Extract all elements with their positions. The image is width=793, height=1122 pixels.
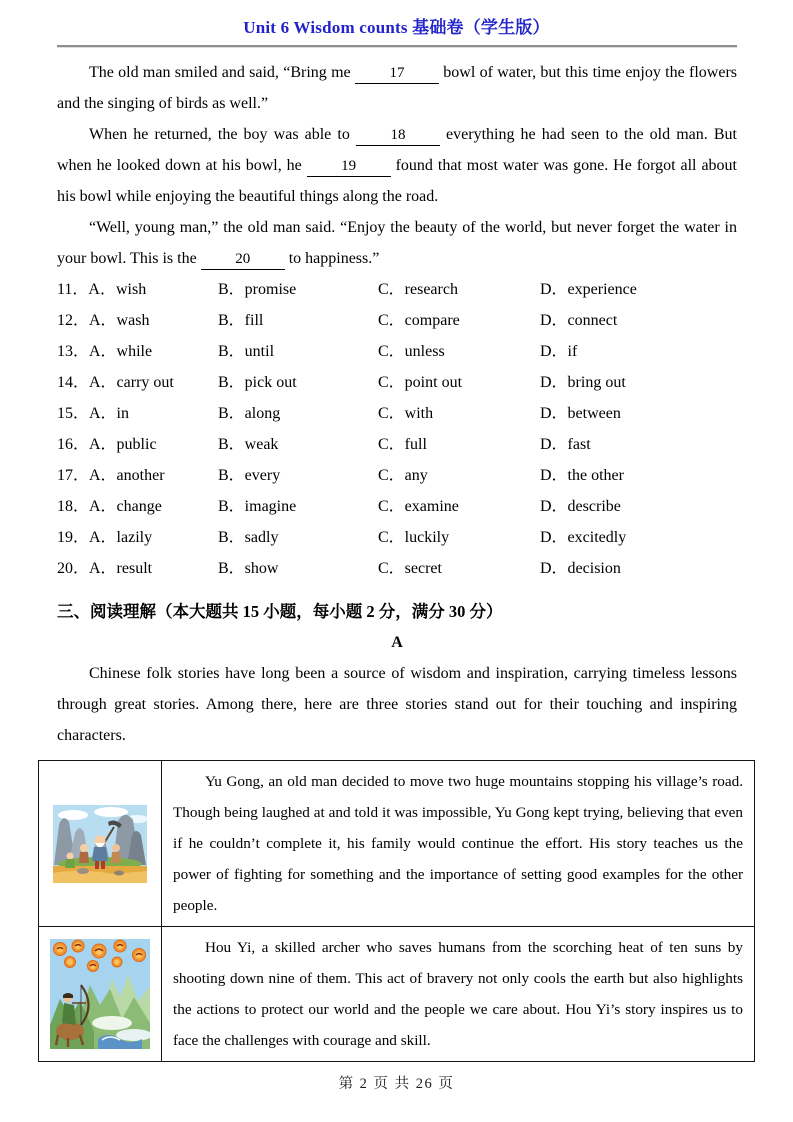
question-20-option-B: B．show xyxy=(218,560,279,577)
question-20-option-D: D．decision xyxy=(540,560,621,577)
question-20-option-C: C．secret xyxy=(378,560,442,577)
question-18-option-D: D．describe xyxy=(540,498,621,515)
question-16-option-B: B．weak xyxy=(218,436,279,453)
story-image-cell xyxy=(39,761,162,927)
cloze-blank-20: 20 xyxy=(201,251,285,270)
page-body xyxy=(57,57,743,1062)
question-12-option-C: C．compare xyxy=(378,312,460,329)
question-19-option-B: B．sadly xyxy=(218,529,279,546)
question-13-option-A: 13．A．while xyxy=(57,343,153,360)
reading-section-heading: 三、阅读理解（本大题共 15 小题，每小题 2 分，满分 30 分） xyxy=(57,602,503,621)
question-13-option-D: D．if xyxy=(540,343,578,360)
question-row-15 xyxy=(57,398,737,429)
question-11-option-B: B．promise xyxy=(218,281,297,298)
question-row-14 xyxy=(57,367,737,398)
reading-intro: Chinese folk stories have long been a source of wisdom and inspiration, carrying timeless lessons through great stories. Among there, here are three stories stand out for their touching and inspiring characters. xyxy=(57,665,737,744)
cloze-paragraph: “Well, young man,” the old man said. “Enjoy the beauty of the world, but never forget the water in your bowl. This is the 20 to happiness.” xyxy=(57,212,737,274)
cloze-blank-17: 17 xyxy=(355,65,439,84)
question-17-option-A: 17．A．another xyxy=(57,467,165,484)
question-11-option-A: 11．A．wish xyxy=(57,281,147,298)
question-17-option-C: C．any xyxy=(378,467,428,484)
question-16-option-D: D．fast xyxy=(540,436,591,453)
question-15-option-D: D．between xyxy=(540,405,621,422)
question-14-option-C: C．point out xyxy=(378,374,463,391)
question-12-option-D: D．connect xyxy=(540,312,618,329)
question-20-option-A: 20．A．result xyxy=(57,560,153,577)
cloze-questions xyxy=(57,274,737,584)
cloze-blank-18: 18 xyxy=(356,127,440,146)
question-11-option-D: D．experience xyxy=(540,281,637,298)
question-12-option-B: B．fill xyxy=(218,312,264,329)
page-number: 第 2 页 共 26 页 xyxy=(338,1076,455,1092)
cloze-blank-19: 19 xyxy=(307,158,391,177)
question-19-option-C: C．luckily xyxy=(378,529,450,546)
question-18-option-B: B．imagine xyxy=(218,498,297,515)
question-14-option-B: B．pick out xyxy=(218,374,297,391)
page-title: Unit 6 Wisdom counts 基础卷（学生版） xyxy=(243,18,550,37)
question-13-option-B: B．until xyxy=(218,343,275,360)
question-14-option-A: 14．A．carry out xyxy=(57,374,174,391)
story-row-houyi xyxy=(39,927,755,1062)
question-19-option-D: D．excitedly xyxy=(540,529,627,546)
question-row-16 xyxy=(57,429,737,460)
question-19-option-A: 19．A．lazily xyxy=(57,529,153,546)
yu-gong-moving-mountains-illustration xyxy=(53,805,147,883)
question-12-option-A: 12．A．wash xyxy=(57,312,150,329)
question-row-18 xyxy=(57,491,737,522)
question-15-option-A: 15．A．in xyxy=(57,405,130,422)
story-text-houyi: Hou Yi, a skilled archer who saves humans from the scorching heat of ten suns by shooting down nine of them. This act of bravery not only cools the earth but also highlights the actions to protect our world and the people we care about. Hou Yi’s story inspires us to face the challenges with courage and skill. xyxy=(162,927,755,1062)
question-16-option-A: 16．A．public xyxy=(57,436,157,453)
question-18-option-C: C．examine xyxy=(378,498,459,515)
question-14-option-D: D．bring out xyxy=(540,374,626,391)
question-row-13 xyxy=(57,336,737,367)
cloze-paragraph: The old man smiled and said, “Bring me 17 bowl of water, but this time enjoy the flowers and the singing of birds as well.” xyxy=(57,64,738,112)
question-row-12 xyxy=(57,305,737,336)
question-11-option-C: C．research xyxy=(378,281,458,298)
question-row-19 xyxy=(57,522,737,553)
question-15-option-B: B．along xyxy=(218,405,281,422)
question-row-17 xyxy=(57,460,737,491)
story-image-cell xyxy=(39,927,162,1062)
question-15-option-C: C．with xyxy=(378,405,434,422)
story-row-yugong xyxy=(39,761,755,927)
question-17-option-B: B．every xyxy=(218,467,281,484)
cloze-passage xyxy=(57,57,737,274)
question-row-20 xyxy=(57,553,737,584)
passage-label: A xyxy=(391,634,403,651)
question-row-11 xyxy=(57,274,737,305)
story-text-yugong: Yu Gong, an old man decided to move two huge mountains stopping his village’s road. Though being laughed at and told it was impossible, Yu Gong kept trying, believing that even if he couldn’t complete it, his family would continue the effort. His story teaches us the power of fighting for something and the importance of setting good examples for the other people. xyxy=(162,761,755,927)
stories-table xyxy=(38,760,755,1062)
question-13-option-C: C．unless xyxy=(378,343,445,360)
header-divider xyxy=(57,45,737,48)
question-17-option-D: D．the other xyxy=(540,467,624,484)
question-18-option-A: 18．A．change xyxy=(57,498,162,515)
cloze-paragraph: When he returned, the boy was able to 18 everything he had seen to the old man. But when he looked down at his bowl, he 19 found that most water was gone. He forgot all about his bowl while enjoying the beautiful things along the road. xyxy=(57,126,737,205)
hou-yi-shooting-nine-suns-illustration xyxy=(50,939,150,1049)
question-16-option-C: C．full xyxy=(378,436,427,453)
